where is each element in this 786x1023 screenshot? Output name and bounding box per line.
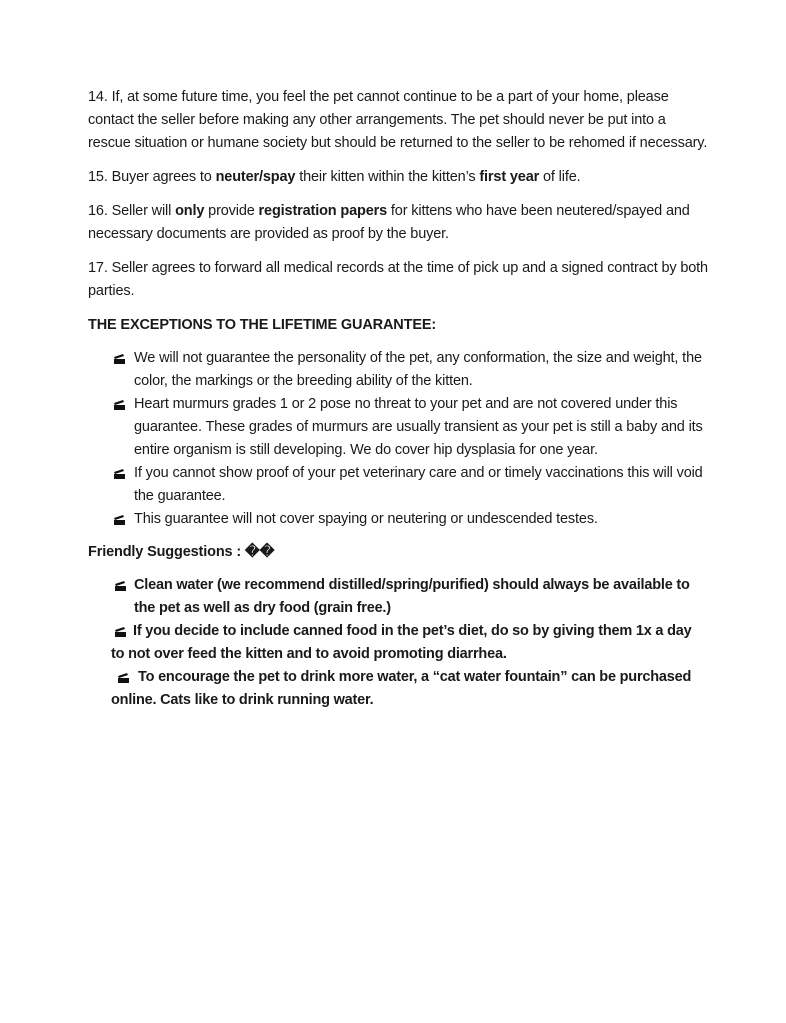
clause-17: 17. Seller agrees to forward all medical records at the time of pick up and a signed contract by both parties. <box>88 260 708 299</box>
suggestion-text: Clean water (we recommend distilled/spring/purified) should always be available to the pet as well as dry food (grain free.) <box>134 577 690 616</box>
exception-item <box>88 462 708 508</box>
document-page <box>88 86 708 712</box>
clapperboard-bullet-icon <box>115 581 126 591</box>
clause-16-text: 16. Seller will <box>88 203 176 219</box>
suggestion-text: To encourage the pet to drink more water, a “cat water fountain” can be purchased online. Cats like to drink running water. <box>111 669 692 708</box>
clause-15-text-3: of life. <box>539 169 581 185</box>
exceptions-list <box>88 347 708 531</box>
clause-15-text-2: their kitten within the kitten’s <box>295 169 480 185</box>
clause-16-text-2: provide <box>204 203 259 219</box>
clause-16-bold-registration: registration papers <box>258 203 388 219</box>
clause-16-bold-only: only <box>175 203 205 219</box>
clapperboard-bullet-icon <box>114 515 125 525</box>
clause-15-bold-first-year: first year <box>479 169 540 185</box>
exception-item <box>88 508 708 531</box>
clause-16 <box>88 200 708 246</box>
clause-14: 14. If, at some future time, you feel the pet cannot continue to be a part of your home, please contact the seller before making any other arrangements. The pet should never be put into a rescue situation or humane society but should be returned to the seller to be rehomed if necessary. <box>88 89 708 151</box>
clause-15-bold-neuter: neuter/spay <box>215 169 296 185</box>
exceptions-heading: THE EXCEPTIONS TO THE LIFETIME GUARANTEE: <box>88 317 437 333</box>
clapperboard-bullet-icon <box>115 627 126 637</box>
clapperboard-bullet-icon <box>114 469 125 479</box>
exception-item <box>88 393 708 462</box>
clause-15 <box>88 166 708 189</box>
suggestion-item <box>88 620 708 666</box>
suggestions-list <box>88 574 708 712</box>
suggestion-item <box>88 666 708 712</box>
exception-text: This guarantee will not cover spaying or neutering or undescended testes. <box>134 511 598 527</box>
exception-text: If you cannot show proof of your pet veterinary care and or timely vaccinations this will void the guarantee. <box>134 465 703 504</box>
exception-text: Heart murmurs grades 1 or 2 pose no threat to your pet and are not covered under this guarantee. These grades of murmurs are usually transient as your pet is still a baby and its entire organism is still developing. We do cover hip dysplasia for one year. <box>134 396 703 458</box>
exception-item <box>88 347 708 393</box>
clause-16-text-3: for kittens who have been neutered/spayed and necessary documents are provided as proof by the buyer. <box>88 203 690 242</box>
suggestions-heading: Friendly Suggestions : �� <box>88 544 275 560</box>
exception-text: We will not guarantee the personality of the pet, any conformation, the size and weight, the color, the markings or the breeding ability of the kitten. <box>134 350 702 389</box>
clapperboard-bullet-icon <box>114 354 125 364</box>
clapperboard-bullet-icon <box>114 400 125 410</box>
suggestion-text: If you decide to include canned food in the pet’s diet, do so by giving them 1x a day to not over feed the kitten and to avoid promoting diarrhea. <box>111 623 692 662</box>
suggestion-item <box>88 574 708 620</box>
clause-15-text: 15. Buyer agrees to <box>88 169 216 185</box>
clapperboard-bullet-icon <box>118 673 129 683</box>
